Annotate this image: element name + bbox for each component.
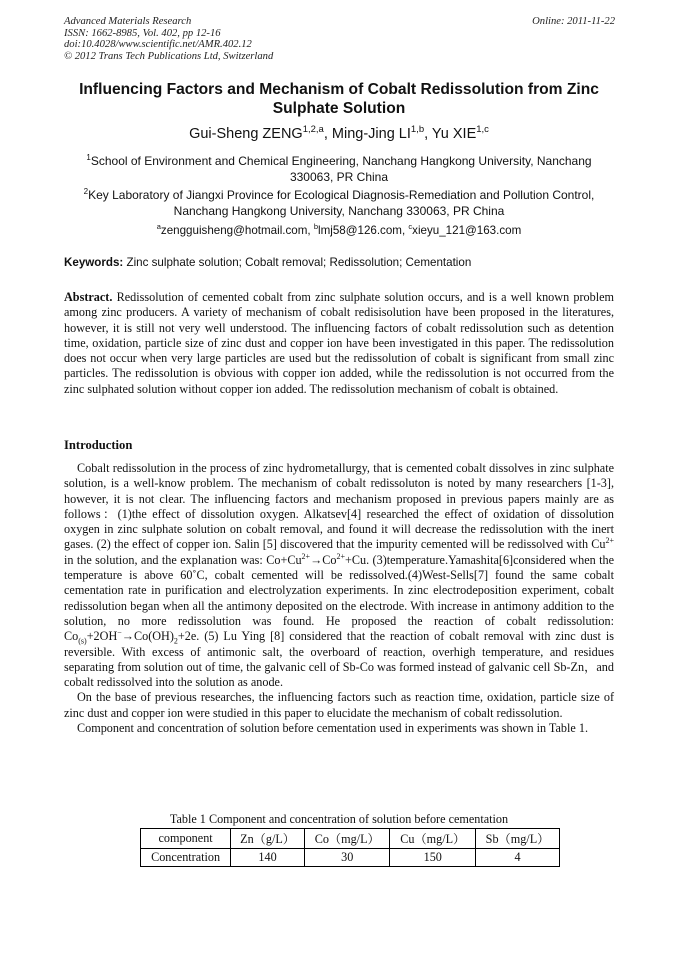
author-3-affil: 1,c [476, 124, 489, 135]
email-c: xieyu_121@163.com [412, 223, 522, 237]
affiliation-1-text: School of Environment and Chemical Engineering, Nanchang Hangkong University, Nanchang 330063, PR China [90, 154, 592, 184]
table-header-row [141, 829, 560, 849]
email-b: lmj58@126.com, [318, 223, 409, 237]
table-cell: Concentration [141, 849, 231, 867]
table-header-cell: Co（mg/L） [304, 829, 390, 849]
author-2: , Ming-Jing LI [323, 125, 411, 142]
affiliation-2-text: Key Laboratory of Jiangxi Province for Ecological Diagnosis-Remediation and Pollution Control, Nanchang Hangkong University, Nanchang 330063, PR China [88, 188, 595, 218]
table-cell: 30 [304, 849, 390, 867]
doi-line: doi:10.4028/www.scientific.net/AMR.402.12 [64, 39, 252, 51]
p1-text-f: →Co(OH) [121, 629, 174, 644]
copyright-line: © 2012 Trans Tech Publications Ltd, Switzerland [64, 50, 274, 62]
p1-text-d: +Cu. (3)temperature.Yamashita[6]considered when the temperature is above 60˚C, cobalt cemented will be redissolved.(4)West-Sells[7] found the same cobalt cementation rate in purification and electrolyzation experiments. In zinc electrodeposition experiment, cobalt redissolution began when all the antimony deposited on the electrode. With increase in antimony addition to the solution, no more redissolution was found. He proposed the reaction of cobalt redissolution: Co [64, 552, 614, 644]
p1-sup-4: − [117, 628, 122, 638]
abstract-text: Redissolution of cemented cobalt from zinc sulphate solution occurs, and is a well known problem among zinc producers. A variety of mechanism of cobalt redisisolution have been proposed in the literatures, however, it is still not very well understood. The influencing factors of cobalt redissolution such as detention time, oxidation, particle size of zinc dust and copper ion have been investigated in this paper. The redissolution does not occur when very large particles are used but the redissolution of cobalt is significant from small zinc particles. The redissolution is obvious with copper ion added, while the redissolution is not occurred from the zinc sulphated solution without copper ion added. The redissolution mechanism of cobalt is obtained. [64, 290, 614, 396]
author-1: Gui-Sheng ZENG [189, 125, 303, 142]
keywords-label: Keywords: [64, 256, 124, 269]
keywords [64, 255, 614, 271]
author-list [64, 121, 614, 143]
publication-info [64, 16, 273, 62]
p1-sub-1: (s) [78, 636, 87, 646]
email-a-marker: a [156, 222, 161, 231]
author-3: , Yu XIE [424, 125, 477, 142]
abstract-label: Abstract. [64, 290, 113, 304]
p1-sub-2: 2 [173, 636, 178, 646]
table-cell: 150 [390, 849, 476, 867]
table-1 [140, 828, 560, 867]
intro-paragraph-2: On the base of previous researches, the influencing factors such as reaction time, oxidation, particle size of zinc dust and copper ion were studied in this paper to elucidate the mechanism of cobalt redissolution. [64, 690, 614, 720]
p1-text-b: in the solution, and the explanation was: Co+Cu [64, 552, 302, 567]
author-emails [64, 219, 614, 238]
affiliation-1-number: 1 [86, 153, 91, 162]
table-header-cell: Sb（mg/L） [476, 829, 560, 849]
issn-line: ISSN: 1662-8985, Vol. 402, pp 12-16 [64, 27, 221, 39]
email-a: zengguisheng@hotmail.com, [160, 223, 314, 237]
table-header-cell: Cu（mg/L） [390, 829, 476, 849]
table-1-caption: Table 1 Component and concentration of solution before cementation [169, 812, 509, 826]
email-c-marker: c [408, 222, 413, 231]
p1-sup-1: 2+ [605, 536, 614, 546]
affiliation-1 [64, 150, 614, 185]
introduction-body [64, 461, 614, 736]
author-2-affil: 1,b [410, 124, 425, 135]
introduction-heading: Introduction [64, 438, 133, 452]
table-cell: 4 [476, 849, 560, 867]
journal-name: Advanced Materials Research [64, 16, 192, 27]
table-row [141, 849, 560, 867]
intro-paragraph-3: Component and concentration of solution before cementation used in experiments was shown in Table 1. [77, 721, 589, 736]
p1-text-e: +2OH [86, 629, 118, 644]
p1-text-c: →Co [310, 552, 337, 567]
table-header-cell: component [141, 829, 231, 849]
email-b-marker: b [313, 222, 319, 231]
keywords-text: Zinc sulphate solution; Cobalt removal; Redissolution; Cementation [123, 256, 472, 269]
table-cell: 140 [231, 849, 305, 867]
p1-text-g: +2e. (5) Lu Ying [8] considered that the reaction of cobalt removal with zinc dust is reversible. With excess of antimonic salt, the overboard of reaction, overhigh temperature, and residues separating from solution out of time, the galvanic cell of Sb-Co was formed instead of galvanic cell Sb-Zn，and cobalt redissolved into the solution as anode. [64, 629, 614, 690]
online-date: Online: 2011-11-22 [532, 16, 615, 27]
p1-text-a: Cobalt redissolution in the process of zinc hydrometallurgy, that is cemented cobalt dissolves in zinc sulphate solution, is a well-know problem. The mechanism of cobalt redissoluton is noted by many researchers [1-3], however, it is not clear. The influencing factors and mechanism proposed in previous papers mainly are as follows：(1)the effect of dissolution oxygen. Alkatsev[4] researched the effect of oxidation of dissolution oxygen in zinc sulphate solution on cobalt removal, and found it will decrease the redissolution with the inert gases. (2) the effect of copper ion. Salin [5] discovered that the impurity cemented will be redissolved with Cu [64, 461, 614, 552]
p1-sup-3: 2+ [336, 551, 345, 561]
affiliation-2 [64, 184, 614, 219]
p1-sup-2: 2+ [301, 551, 311, 561]
paper-title: Influencing Factors and Mechanism of Cobalt Redissolution from Zinc Sulphate Solution [79, 81, 599, 117]
intro-paragraph-1 [64, 461, 614, 690]
affiliation-2-number: 2 [83, 187, 89, 196]
table-header-cell: Zn（g/L） [231, 829, 305, 849]
abstract [64, 290, 614, 397]
author-1-affil: 1,2,a [302, 124, 324, 135]
